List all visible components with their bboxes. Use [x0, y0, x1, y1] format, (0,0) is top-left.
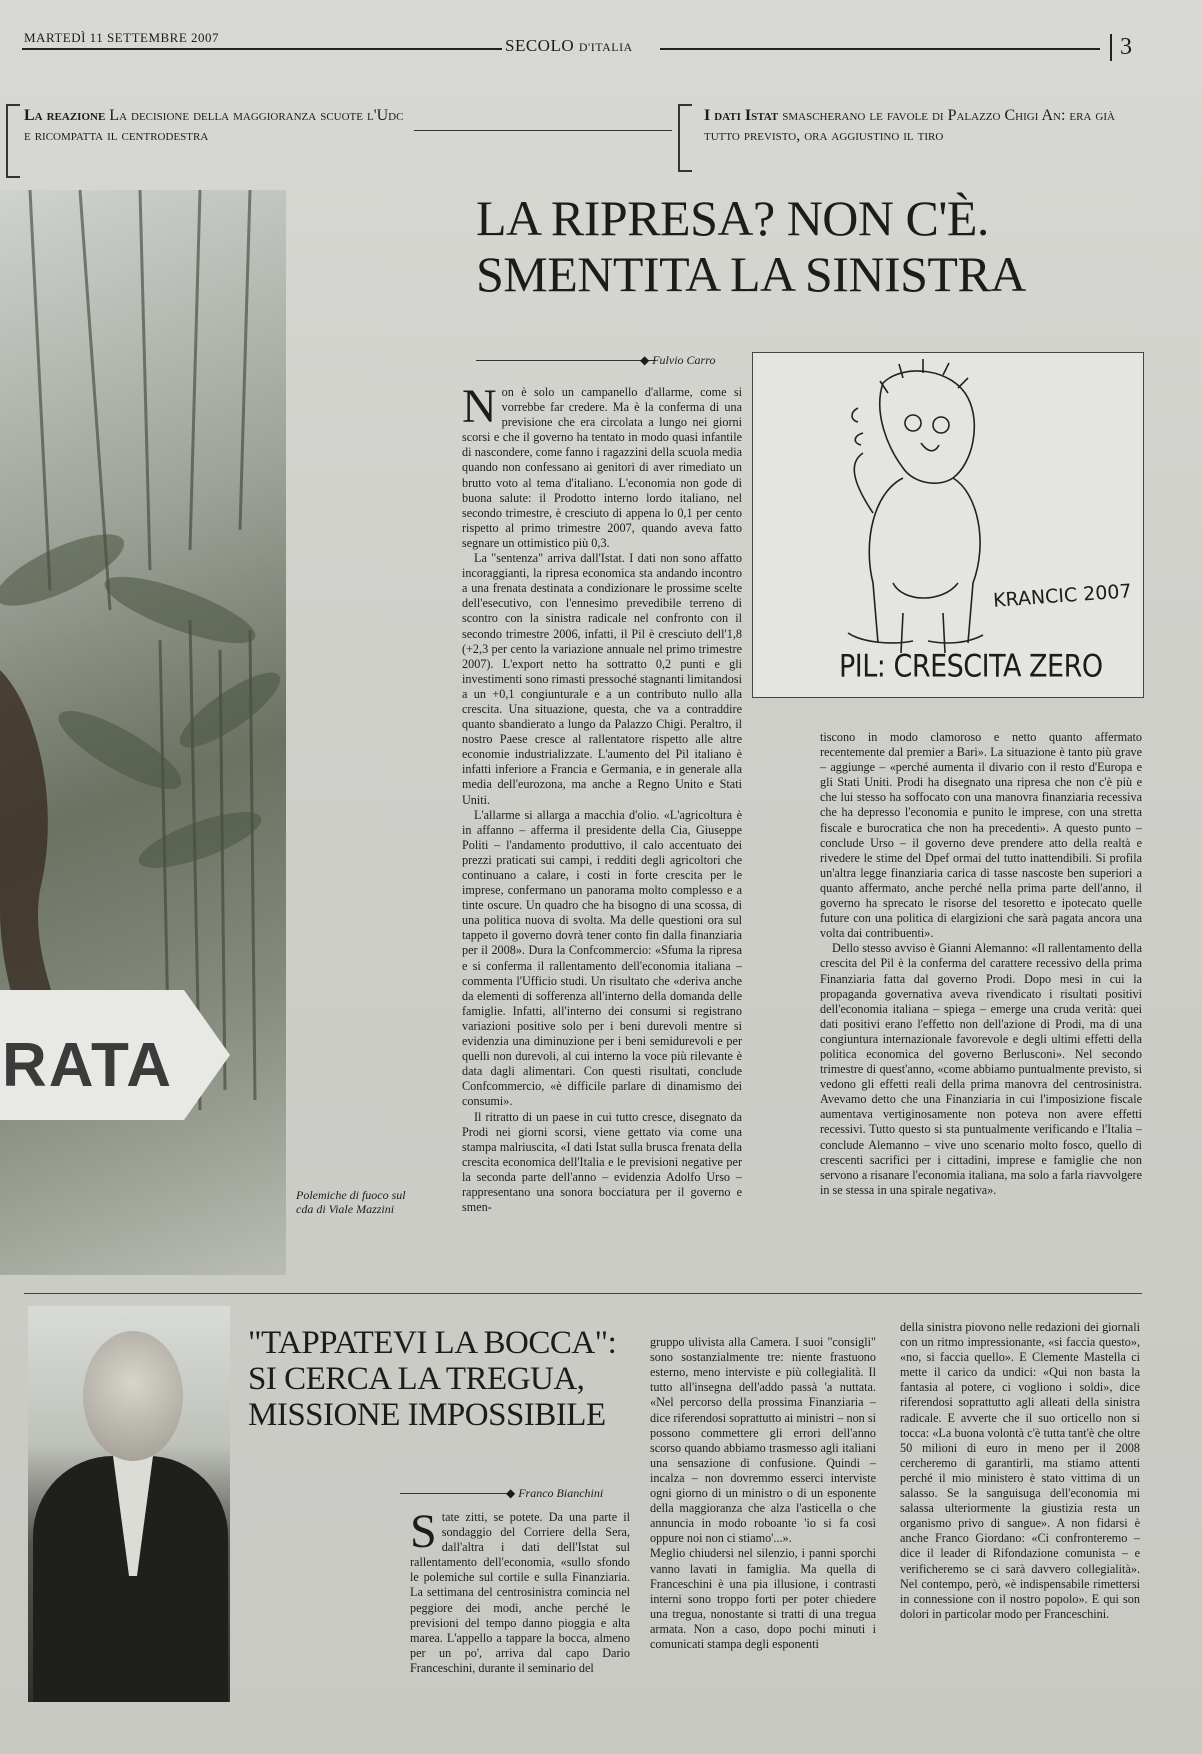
- kicker-bracket-right: [678, 104, 692, 172]
- main-story-para-5: tiscono in modo clamoroso e netto quanto affermato recentemente dal premier a Bari». La situazione è tanto più grave – aggiunge – «perché aumenta il divario con il resto d'Europa e gli Stati Uniti. Prodi ha disegnato una ripresa che non c'è più e che lui stesso ha soffocato con una manovra finanziaria recessiva che ha depresso l'economia e punito le imprese, con una stretta fiscale e burocratica che non ha precedenti». A questo punto – conclude Urso – il governo deve prendere atto della realtà e rivedere le stime del Dpef ormai del tutto inattendibili. Si profila un'altra legge finanziaria carica di tasse nascoste ben superiori a quanto affermato, anche perché nella prima parte dell'anno, il governo ha sprecato le risorse del tesoretto e ipotecato quelle future con una politica di elargizioni che sarà pagata ancora una volta dai contribuenti».: [820, 730, 1142, 941]
- issue-date: MARTEDÌ 11 SETTEMBRE 2007: [24, 30, 220, 45]
- main-story-column-1: [462, 385, 742, 1260]
- second-story-column-3: [900, 1320, 1140, 1745]
- main-story-para-6: Dello stesso avviso è Gianni Alemanno: «Il rallentamento della crescita del Pil è la conferma del carattere recessivo della prima Finanziaria fatta dal governo Prodi. Dopo mesi in cui la propaganda governativa aveva rivendicato i risultati positivi dell'economia italiana – spiega – emerge una cruda verità: quei dati positivi erano l'effetto non dell'azione di Prodi, ma di una congiuntura internazionale favorevole e degli ultimi effetti della politica economica del governo Berlusconi». Nel secondo trimestre di quest'anno, «come abbiamo puntualmente previsto, si vedono gli effetti reali della prima manovra del centrosinistra. Avevamo detto che una Finanziaria in cui l'imposizione fiscale aumentava vertiginosamente non poteva non avere effetti recessivi. Tutto questo si sta puntualmente verificando e l'Italia – conclude Alemanno – vive uno scenario molto fosco, quello di crescenti sacrifici per i cittadini, imprese e famiglie che non servono a risanare l'economia italiana, ma solo a farla riavvolgere in se stessa in una spirale negativa».: [820, 941, 1142, 1197]
- kicker-right-text: smascherano le favole di Palazzo Chigi An: era già tutto previsto, ora aggiustino il tiro: [704, 107, 1115, 144]
- second-story-para-2: gruppo ulivista alla Camera. I suoi "consigli" sono sostanzialmente tre: niente frastuono esterno, meno interviste e più collegialità. Il tutto all'insegna dell'addo passà 'a nuttata. «Nel percorso della prossima Finanziaria – dice riferendosi soprattutto ai ministri – non si possono commettere gli errori dell'anno scorso quando abbiamo trasmesso agli italiani una sensazione di confusione. Quindi – incalza – non dovremmo esserci interviste ogni giorno di un ministro o di un esponente della maggioranza che alza l'asticella o che annuncia in modo roboante 'io si fa così oppure noi non ci stiamo'...». Meglio chiudersi nel silenzio, i panni sporchi vanno lavati in famiglia. Ma quella di Franceschini è una pia illusione, i contrasti interni sono troppo forti per poter chiedere una tregua, nonostante si tratti di una tregua armata. Non a caso, dopo pochi minuti i comunicati stampa degli esponenti: [650, 1335, 876, 1651]
- page-number: 3: [1110, 34, 1132, 61]
- publication-name: [505, 36, 633, 56]
- editorial-cartoon: [752, 352, 1144, 698]
- kicker-left: [24, 106, 414, 146]
- second-story-column-2: [650, 1320, 876, 1745]
- header-rule-right: [660, 48, 1100, 50]
- second-headline: "TAPPATEVI LA BOCCA": SI CERCA LA TREGUA, MISSIONE IMPOSSIBILE: [248, 1325, 617, 1433]
- cartoon-signature: KRANCIC 2007: [992, 580, 1133, 612]
- drop-cap: N: [462, 385, 497, 433]
- second-drop-cap: S: [410, 1510, 437, 1558]
- second-byline: ◆ Franco Bianchini: [506, 1486, 604, 1500]
- section-separator: [24, 1293, 1142, 1294]
- kicker-bracket-left: [6, 104, 20, 178]
- photo-caption: Polemiche di fuoco sul cda di Viale Mazzini: [296, 1188, 406, 1216]
- main-story-para-1: [462, 385, 742, 551]
- main-story-text: on è solo un campanello d'allarme, come si vorrebbe far credere. Ma è la conferma di una previsione che era circolata a lungo nei giorni scorsi e che il governo ha tentato in modo quasi infantile di nascondere, come fanno i ragazzini della scuola media quando non confessano ai genitori di aver rimediato un brutto voto al tema d'italiano. L'economia non gode di buona salute: il Prodotto interno lordo italiano, nel secondo trimestre, è cresciuto di appena lo 0,1 per cento rispetto al primo trimestre 2007, quando aveva fatto segnare un ottimistico più 0,3.: [462, 385, 742, 550]
- kicker-left-label: La reazione: [24, 107, 106, 124]
- publication-title: SECOLO: [505, 36, 575, 55]
- second-story-para-3: della sinistra piovono nelle redazioni dei giornali con un ritmo impressionante, «si faccia questo», «no, si faccia quello». E Clemente Mastella ci mette il carico da undici: «Qui non basta la fantasia al potere, ci vogliono i soldi», dice riferendosi soprattutto agli alleati della sinistra radicale. E avverte che il suo orticello non si tocca: «La buona volontà c'è tutta tant'è che oltre 50 milioni di euro in meno per il 2008 cercheremo di garantirli, ma stiamo attenti perché il mio ministero è stato vittima di un salasso. Se la sanguisuga dell'economia mi salassa ulteriormente la giustizia resta un organismo privo di sangue». A non fidarsi è anche Franco Giordano: «Ci confronteremo – dice il leader di Rifondazione comunista – e verificheremo se ci sarà davvero collegialità». Nel contempo, però, «è indispensabile rimettersi in connessione con il nostro popolo». E qui son dolori in particolar modo per Franceschini.: [900, 1320, 1140, 1621]
- cartoon-caption: PIL: CRESCITA ZERO: [839, 648, 1103, 685]
- byline-rule: [476, 360, 656, 361]
- main-byline: ◆ Fulvio Carro: [640, 353, 716, 367]
- second-story-para-1: [410, 1510, 630, 1676]
- cartoon-drawing: [753, 353, 1143, 653]
- kicker-rule: [414, 130, 672, 131]
- main-story-para-2: La "sentenza" arriva dall'Istat. I dati non sono affatto incoraggianti, la ripresa economica sta andando incontro a una frenata destinata a condizionare le prossime scelte dell'esecutivo, con l'ennesimo prevedibile terreno di scontro con la sinistra radicale nel confronto con il secondo trimestre 2006, infatti, il Pil è cresciuto dell'1,8 (+2,3 per cento la variazione annuale nel primo trimestre 2007). L'export netto ha sottratto 0,2 punti e gli investimenti sono rimasti pressoché stagnanti limitandosi a un +0,1 congiunturale e a un contributo nullo alla crescita. Una situazione, questa, che va a contraddire quanto sbandierato a lungo da Palazzo Chigi. Peraltro, il nostro Paese cresce al rallentatore rispetto alle altre economie industrializzate. L'aumento del Pil italiano è infatti inferiore a Francia e Germania, e in generale alla media dell'eurozona, ma anche a Regno Unito e Stati Uniti.: [462, 551, 742, 807]
- sign-text: RATA: [2, 1031, 173, 1100]
- second-story-column-1: [410, 1510, 630, 1740]
- header-rule-left: [22, 48, 502, 50]
- second-story-text: tate zitti, se potete. Da una parte il sondaggio del Corriere della Sera, dall'altra i dati dell'Istat sul rallentamento dell'economia, «sullo sfondo le polemiche sul cortile e sulla Finanziaria. La settimana del centrosinistra comincia nel peggiore dei modi, anche perché le previsioni del tempo danno pioggia e alta marea. L'appello a tappare la bocca, almeno per un po', arriva dal capo Dario Franceschini, durante il seminario del: [410, 1510, 630, 1675]
- kicker-right-label: I dati Istat: [704, 107, 779, 124]
- portrait-photo: [28, 1306, 230, 1702]
- main-story-column-2: [820, 730, 1142, 1260]
- second-byline-rule: [400, 1493, 510, 1494]
- main-story-para-3: L'allarme si allarga a macchia d'olio. «L'agricoltura è in affanno – afferma il presidente della Cia, Giuseppe Politi – l'andamento produttivo, il calo accentuato dei prezzi praticati sui campi, i redditi degli agricoltori che continuano a calare, i costi in forte crescita per le imprese, confermano un panorama molto complesso e a tinte oscure. Un quadro che ha bisogno di una scossa, di una politica nuova di svolta. Ma delle questioni ora sul tappeto il governo dovrà tener conto fin dalla finanziaria per il 2008». Dura la Confcommercio: «Sfuma la ripresa e si conferma il rallentamento dell'economia italiana – commenta l'Ufficio studi. Un risultato che «deriva anche da elementi di sofferenza all'interno della domanda delle famiglie. Infatti, all'interno dei consumi si registrano variazioni positive solo per i beni durevoli mentre si evidenzia una diminuzione per i beni semidurevoli e per quelli non durevoli, al cui interno la voce più rilevante è data dagli alimentari. Con questi risultati, conclude Confcommercio, «è difficile parlare di dinamismo dei consumi».: [462, 807, 742, 1109]
- publication-suffix: D'ITALIA: [578, 40, 633, 54]
- portrait-face: [83, 1331, 183, 1461]
- kicker-left-text: La decisione della maggioranza scuote l'Udc e ricompatta il centrodestra: [24, 107, 404, 144]
- kicker-right: [704, 106, 1144, 146]
- main-story-para-4: Il ritratto di un paese in cui tutto cresce, disegnato da Prodi nei giorni scorsi, viene gettato via come una stampa malriuscita, «I dati Istat sulla brusca frenata della crescita economica dell'Italia e le previsioni negative per la seconda parte dell'anno – evidenzia Adolfo Urso – rappresentano una sonora bocciatura per il governo e smen-: [462, 1109, 742, 1215]
- main-headline: LA RIPRESA? NON C'È. SMENTITA LA SINISTRA: [476, 190, 1026, 302]
